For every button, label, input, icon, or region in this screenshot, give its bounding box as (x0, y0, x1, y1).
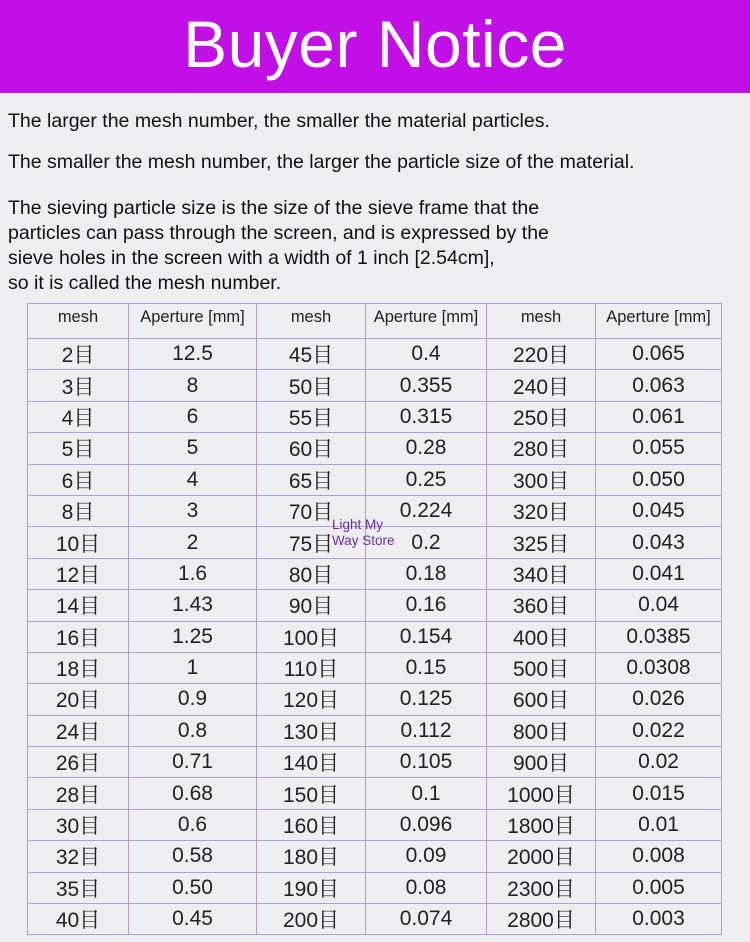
mesh-cell: 120目 (257, 684, 366, 715)
aperture-cell: 0.003 (596, 904, 722, 935)
header-mesh: mesh (28, 304, 129, 339)
aperture-cell: 0.041 (596, 558, 722, 589)
aperture-cell: 0.065 (596, 339, 722, 370)
mesh-cell: 2目 (28, 339, 129, 370)
mesh-cell: 340目 (487, 558, 596, 589)
header-aperture: Aperture [mm] (366, 304, 487, 339)
aperture-cell: 0.8 (129, 715, 257, 746)
mesh-cell: 28目 (28, 778, 129, 809)
mesh-cell: 140目 (257, 747, 366, 778)
mesh-cell: 35目 (28, 872, 129, 903)
aperture-cell: 0.25 (366, 464, 487, 495)
mesh-cell: 12目 (28, 558, 129, 589)
table-row (28, 558, 722, 589)
mesh-cell: 30目 (28, 809, 129, 840)
mesh-cell: 2800目 (487, 904, 596, 935)
mesh-cell: 325目 (487, 527, 596, 558)
table-row (28, 809, 722, 840)
mesh-cell: 10目 (28, 527, 129, 558)
aperture-cell: 0.9 (129, 684, 257, 715)
mesh-cell: 40目 (28, 904, 129, 935)
mesh-cell: 65目 (257, 464, 366, 495)
header-aperture: Aperture [mm] (129, 304, 257, 339)
table-row (28, 715, 722, 746)
watermark-line: Light My (332, 517, 384, 532)
table-row (28, 590, 722, 621)
mesh-cell: 130目 (257, 715, 366, 746)
aperture-cell: 0.02 (596, 747, 722, 778)
note-line: sieve holes in the screen with a width of 1 inch [2.54cm], (8, 247, 495, 269)
mesh-cell: 80目 (257, 558, 366, 589)
mesh-cell: 100目 (257, 621, 366, 652)
table-row (28, 841, 722, 872)
mesh-cell: 14目 (28, 590, 129, 621)
buyer-notice-banner (0, 0, 750, 93)
aperture-cell: 0.055 (596, 433, 722, 464)
mesh-cell: 6目 (28, 464, 129, 495)
note-line: so it is called the mesh number. (8, 272, 282, 294)
mesh-cell: 250目 (487, 401, 596, 432)
aperture-cell: 1.6 (129, 558, 257, 589)
aperture-cell: 0.1 (366, 778, 487, 809)
mesh-cell: 18目 (28, 652, 129, 683)
aperture-cell: 0.063 (596, 370, 722, 401)
mesh-cell: 320目 (487, 495, 596, 526)
mesh-cell: 180目 (257, 841, 366, 872)
mesh-cell: 1000目 (487, 778, 596, 809)
aperture-cell: 0.01 (596, 809, 722, 840)
table-body (28, 339, 722, 935)
banner-title: Buyer Notice (183, 6, 567, 81)
aperture-cell: 0.4 (366, 339, 487, 370)
table-row (28, 339, 722, 370)
table-row (28, 904, 722, 935)
mesh-cell: 160目 (257, 809, 366, 840)
mesh-cell: 400目 (487, 621, 596, 652)
mesh-cell: 50目 (257, 370, 366, 401)
aperture-cell: 0.28 (366, 433, 487, 464)
aperture-cell: 0.68 (129, 778, 257, 809)
aperture-cell: 0.026 (596, 684, 722, 715)
mesh-cell: 800目 (487, 715, 596, 746)
aperture-cell: 3 (129, 495, 257, 526)
aperture-cell: 0.315 (366, 401, 487, 432)
mesh-cell: 4目 (28, 401, 129, 432)
table-row (28, 778, 722, 809)
aperture-cell: 0.04 (596, 590, 722, 621)
aperture-cell: 0.008 (596, 841, 722, 872)
mesh-aperture-table-container (27, 303, 721, 935)
aperture-cell: 0.45 (129, 904, 257, 935)
mesh-cell: 1800目 (487, 809, 596, 840)
aperture-cell: 0.0385 (596, 621, 722, 652)
mesh-cell: 240目 (487, 370, 596, 401)
mesh-cell: 20目 (28, 684, 129, 715)
aperture-cell: 12.5 (129, 339, 257, 370)
mesh-cell: 3目 (28, 370, 129, 401)
table-row (28, 464, 722, 495)
mesh-cell: 360目 (487, 590, 596, 621)
header-mesh: mesh (257, 304, 366, 339)
mesh-cell: 500目 (487, 652, 596, 683)
table-row (28, 684, 722, 715)
mesh-cell: 300目 (487, 464, 596, 495)
aperture-cell: 0.58 (129, 841, 257, 872)
mesh-cell: 70目 (257, 495, 366, 526)
note-smaller-mesh: The smaller the mesh number, the larger the particle size of the material. (8, 151, 635, 173)
aperture-cell: 0.050 (596, 464, 722, 495)
mesh-cell: 60目 (257, 433, 366, 464)
mesh-cell: 280目 (487, 433, 596, 464)
mesh-cell: 75目 (257, 527, 366, 558)
aperture-cell: 0.022 (596, 715, 722, 746)
mesh-cell: 26目 (28, 747, 129, 778)
table-row (28, 495, 722, 526)
aperture-cell: 0.005 (596, 872, 722, 903)
mesh-cell: 110目 (257, 652, 366, 683)
table-header-row (28, 304, 722, 339)
header-mesh: mesh (487, 304, 596, 339)
aperture-cell: 0.6 (129, 809, 257, 840)
mesh-cell: 45目 (257, 339, 366, 370)
aperture-cell: 1.43 (129, 590, 257, 621)
table-row (28, 652, 722, 683)
note-line: The sieving particle size is the size of the sieve frame that the (8, 197, 540, 219)
aperture-cell: 0.355 (366, 370, 487, 401)
table-row (28, 370, 722, 401)
aperture-cell: 0.125 (366, 684, 487, 715)
aperture-cell: 0.154 (366, 621, 487, 652)
mesh-cell: 2300目 (487, 872, 596, 903)
note-sieving-definition (8, 196, 688, 296)
mesh-cell: 90目 (257, 590, 366, 621)
mesh-aperture-table (27, 303, 722, 935)
aperture-cell: 0.045 (596, 495, 722, 526)
note-line: particles can pass through the screen, and is expressed by the (8, 222, 549, 244)
aperture-cell: 0.096 (366, 809, 487, 840)
aperture-cell: 0.074 (366, 904, 487, 935)
aperture-cell: 5 (129, 433, 257, 464)
table-row (28, 433, 722, 464)
aperture-cell: 1.25 (129, 621, 257, 652)
mesh-cell: 190目 (257, 872, 366, 903)
aperture-cell: 0.18 (366, 558, 487, 589)
table-row (28, 401, 722, 432)
aperture-cell: 0.015 (596, 778, 722, 809)
table-row (28, 527, 722, 558)
aperture-cell: 0.0308 (596, 652, 722, 683)
table-row (28, 621, 722, 652)
aperture-cell: 0.15 (366, 652, 487, 683)
header-aperture: Aperture [mm] (596, 304, 722, 339)
mesh-cell: 55目 (257, 401, 366, 432)
mesh-cell: 150目 (257, 778, 366, 809)
aperture-cell: 0.224 (366, 495, 487, 526)
aperture-cell: 0.09 (366, 841, 487, 872)
mesh-cell: 32目 (28, 841, 129, 872)
aperture-cell: 0.105 (366, 747, 487, 778)
aperture-cell: 0.112 (366, 715, 487, 746)
mesh-cell: 220目 (487, 339, 596, 370)
mesh-cell: 16目 (28, 621, 129, 652)
aperture-cell: 1 (129, 652, 257, 683)
mesh-cell: 600目 (487, 684, 596, 715)
aperture-cell: 2 (129, 527, 257, 558)
mesh-cell: 5目 (28, 433, 129, 464)
mesh-cell: 24目 (28, 715, 129, 746)
mesh-cell: 2000目 (487, 841, 596, 872)
mesh-cell: 900目 (487, 747, 596, 778)
aperture-cell: 0.50 (129, 872, 257, 903)
aperture-cell: 0.043 (596, 527, 722, 558)
aperture-cell: 4 (129, 464, 257, 495)
aperture-cell: 0.71 (129, 747, 257, 778)
mesh-cell: 200目 (257, 904, 366, 935)
aperture-cell: 0.061 (596, 401, 722, 432)
aperture-cell: 8 (129, 370, 257, 401)
table-row (28, 872, 722, 903)
mesh-cell: 8目 (28, 495, 129, 526)
note-larger-mesh: The larger the mesh number, the smaller the material particles. (8, 110, 550, 132)
aperture-cell: 0.16 (366, 590, 487, 621)
aperture-cell: 0.2 (366, 527, 487, 558)
aperture-cell: 6 (129, 401, 257, 432)
table-row (28, 747, 722, 778)
watermark-line: Way Store (332, 533, 395, 548)
aperture-cell: 0.08 (366, 872, 487, 903)
